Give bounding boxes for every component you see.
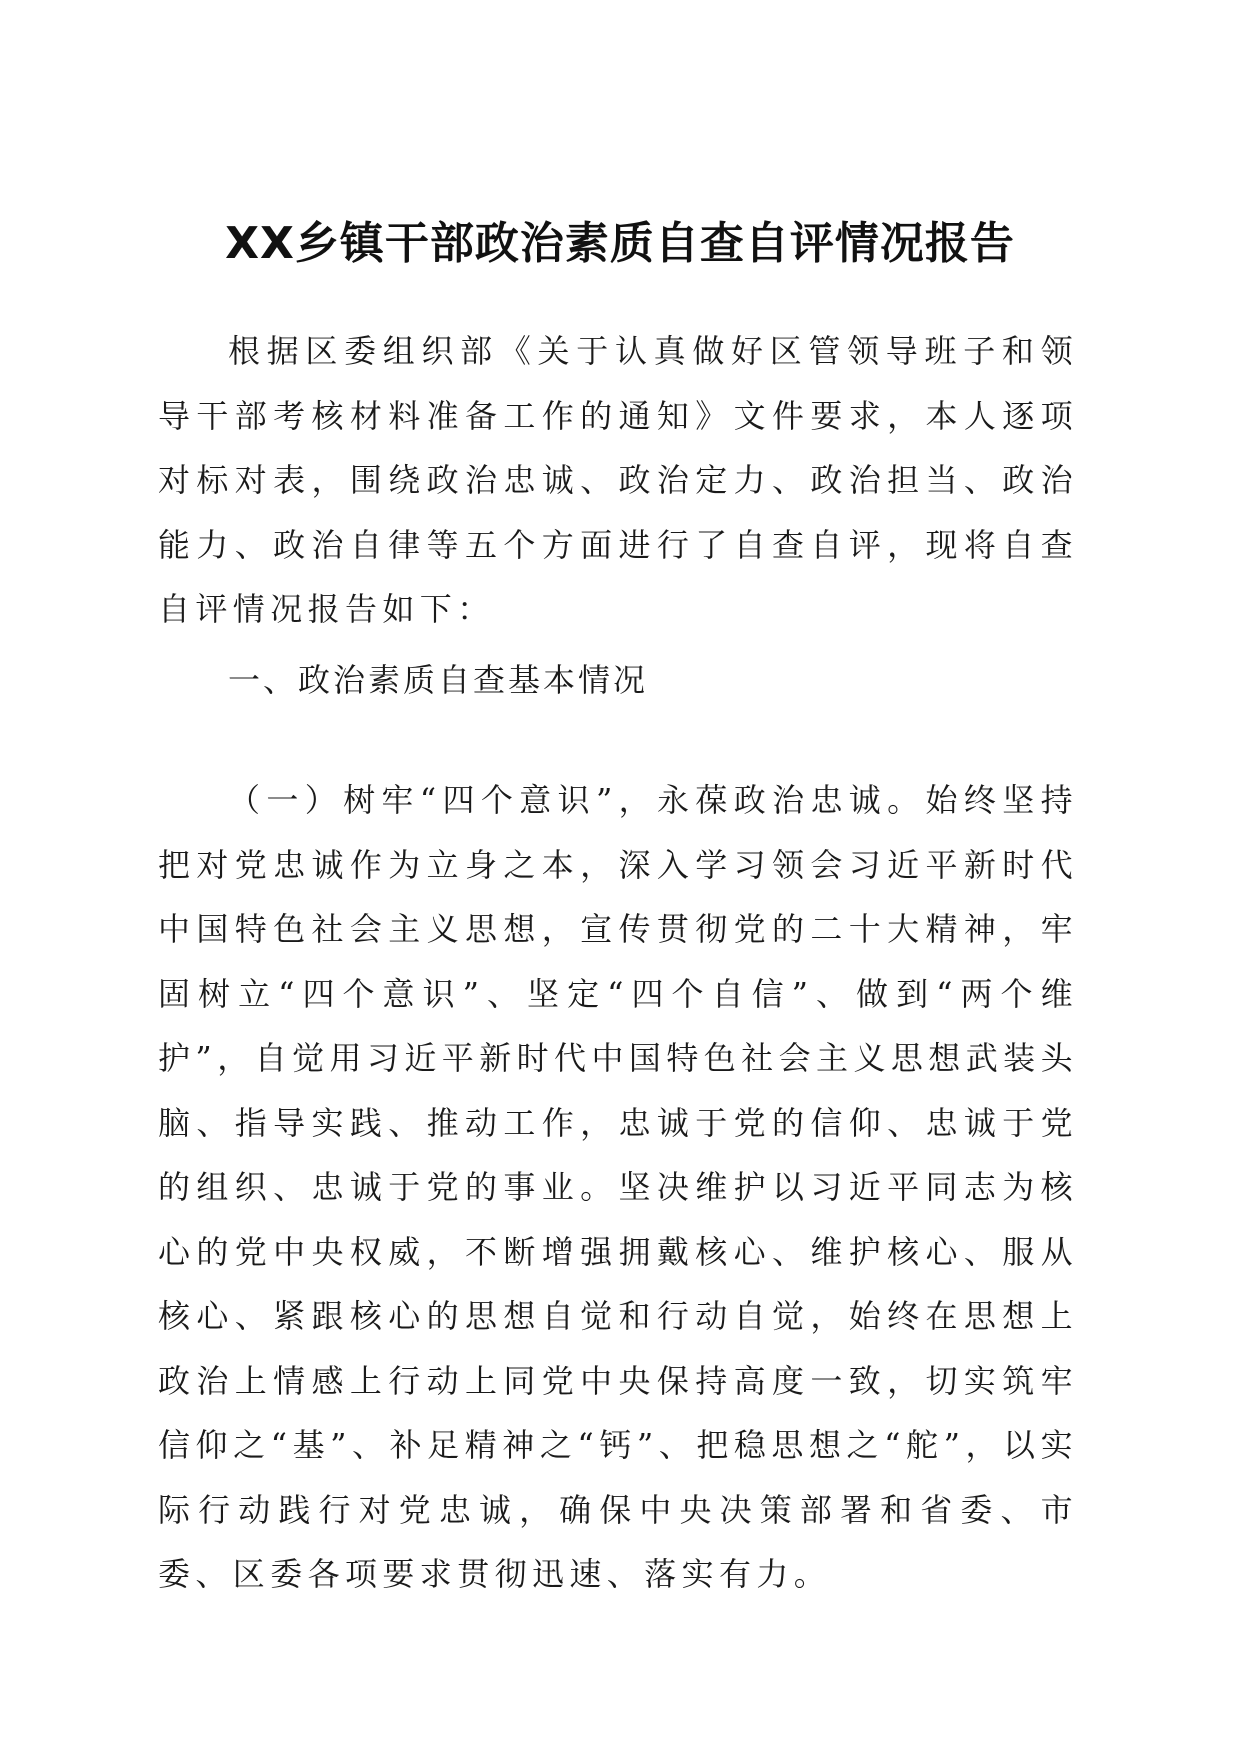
intro-paragraph: 根据区委组织部《关于认真做好区管领导班子和领导干部考核材料准备工作的通知》文件要求，本人逐项对标对表，围绕政治忠诚、政治定力、政治担当、政治能力、政治自律等五个方面进行了自查自评，现将自查自评情况报告如下：: [158, 332, 1078, 628]
section-paragraph: （一）树牢“四个意识”，永葆政治忠诚。始终坚持把对党忠诚作为立身之本，深入学习领会习近平新时代中国特色社会主义思想，宣传贯彻党的二十大精神，牢固树立“四个意识”、坚定“四个自信”、做到“两个维护”，自觉用习近平新时代中国特色社会主义思想武装头脑、指导实践、推动工作，忠诚于党的信仰、忠诚于党的组织、忠诚于党的事业。坚决维护以习近平同志为核心的党中央权威，不断增强拥戴核心、维护核心、服从核心、紧跟核心的思想自觉和行动自觉，始终在思想上政治上情感上行动上同党中央保持高度一致，切实筑牢信仰之“基”、补足精神之“钙”、把稳思想之“舵”，以实际行动践行对党忠诚，确保中央决策部署和省委、市委、区委各项要求贯彻迅速、落实有力。: [158, 781, 1078, 1593]
document-title: XX乡镇干部政治素质自查自评情况报告: [225, 218, 1015, 269]
section-heading: 一、政治素质自查基本情况: [228, 661, 649, 699]
